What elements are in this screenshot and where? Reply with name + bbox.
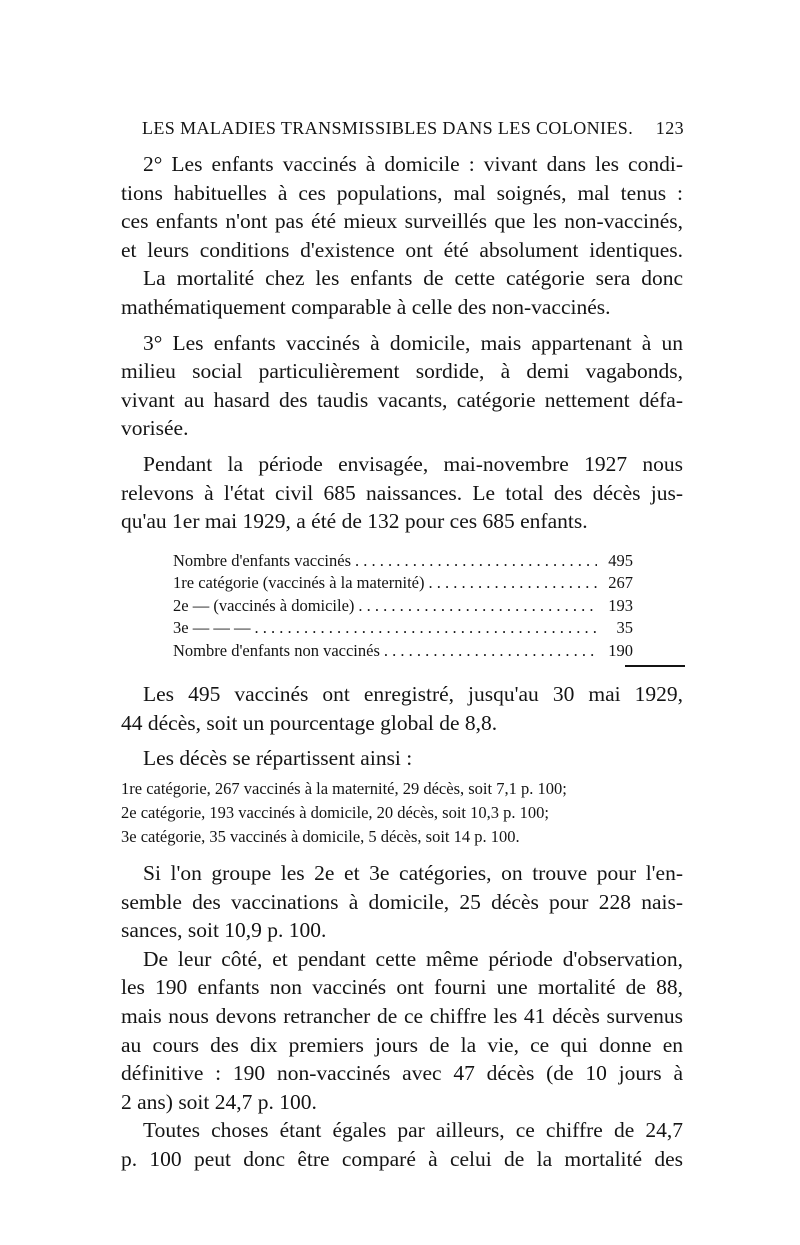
running-title: LES MALADIES TRANSMISSIBLES DANS LES COLONIES. (142, 118, 634, 138)
text-line: 2 ans) soit 24,7 p. 100. (121, 1089, 317, 1114)
statistics-table (173, 550, 633, 663)
dot-leader (354, 595, 597, 618)
text-line: mais nous devons retrancher de ce chiffre les 41 décès survenus (121, 1003, 683, 1028)
text-line: ces enfants n'ont pas été mieux surveillés que les non-vaccinés, (121, 209, 683, 234)
text-line: vorisée. (121, 416, 189, 441)
text-line: Toutes choses étant égales par ailleurs, ce chiffre de 24,7 (143, 1118, 683, 1143)
text-line: Les décès se répartissent ainsi : (143, 746, 413, 771)
text-line: définitive : 190 non-vaccinés avec 47 décès (de 10 jours à (121, 1061, 683, 1086)
row-label: Nombre d'enfants non vaccinés (173, 640, 380, 660)
text-line: 2° Les enfants vaccinés à domicile : vivant dans les condi- (143, 152, 683, 176)
text-line: qu'au 1er mai 1929, a été de 132 pour ces 685 enfants. (121, 509, 588, 534)
text-line: relevons à l'état civil 685 naissances. Le total des décès jus- (121, 480, 683, 505)
table-row (173, 550, 633, 573)
text-line: tions habituelles à ces populations, mal soignés, mal tenus : (121, 180, 683, 205)
table-row (173, 617, 633, 640)
row-value: 267 (608, 573, 633, 593)
text-line: les 190 enfants non vaccinés ont fourni une mortalité de 88, (121, 975, 683, 1000)
text-line: vivant au hasard des taudis vacants, catégorie nettement défa- (121, 387, 683, 412)
text-line: semble des vaccinations à domicile, 25 décès pour 228 nais- (121, 889, 683, 914)
table-total-rule (625, 665, 685, 667)
dot-leader (351, 550, 597, 573)
category-breakdown (121, 777, 683, 849)
text-line: Si l'on groupe les 2e et 3e catégories, on trouve pour l'en- (143, 861, 683, 885)
dot-leader (424, 572, 597, 595)
text-line: 3° Les enfants vaccinés à domicile, mais appartenant à un (143, 330, 683, 355)
row-label: 2e — (vaccinés à domicile) (173, 595, 355, 615)
text-line: et leurs conditions d'existence ont été absolument identiques. (121, 237, 683, 262)
text-line: mathématiquement comparable à celle des non-vaccinés. (121, 294, 611, 319)
text-line: au cours des dix premiers jours de la vie, ce qui donne en (121, 1032, 683, 1057)
text-line: La mortalité chez les enfants de cette catégorie sera donc (143, 266, 683, 291)
breakdown-line: 2e catégorie, 193 vaccinés à domicile, 20 décès, soit 10,3 p. 100; (121, 803, 549, 822)
running-header (142, 118, 684, 139)
table-row (173, 572, 633, 595)
dot-leader (380, 640, 597, 663)
breakdown-line: 3e catégorie, 35 vaccinés à domicile, 5 décès, soit 14 p. 100. (121, 827, 520, 846)
table-row (173, 640, 633, 663)
row-label: Nombre d'enfants vaccinés (173, 550, 351, 570)
body-text (121, 150, 683, 1174)
text-line: sances, soit 10,9 p. 100. (121, 918, 327, 943)
page-number: 123 (655, 118, 684, 138)
breakdown-line: 1re catégorie, 267 vaccinés à la maternité, 29 décès, soit 7,1 p. 100; (121, 779, 567, 798)
row-value: 495 (608, 550, 633, 570)
text-line: Les 495 vaccinés ont enregistré, jusqu'au 30 mai 1929, (143, 682, 683, 707)
text-line: p. 100 peut donc être comparé à celui de la mortalité des (121, 1146, 683, 1171)
row-value: 193 (608, 595, 633, 615)
row-value: 190 (608, 640, 633, 660)
text-line: De leur côté, et pendant cette même période d'observation, (143, 946, 683, 971)
row-value: 35 (616, 618, 633, 638)
text-line: 44 décès, soit un pourcentage global de 8,8. (121, 710, 498, 735)
dot-leader (250, 617, 597, 640)
table-row (173, 595, 633, 618)
row-label: 1re catégorie (vaccinés à la maternité) (173, 573, 425, 593)
row-label: 3e — — — (173, 618, 251, 638)
text-line: Pendant la période envisagée, mai-novembre 1927 nous (143, 451, 683, 476)
text-line: milieu social particulièrement sordide, à demi vagabonds, (121, 359, 683, 384)
